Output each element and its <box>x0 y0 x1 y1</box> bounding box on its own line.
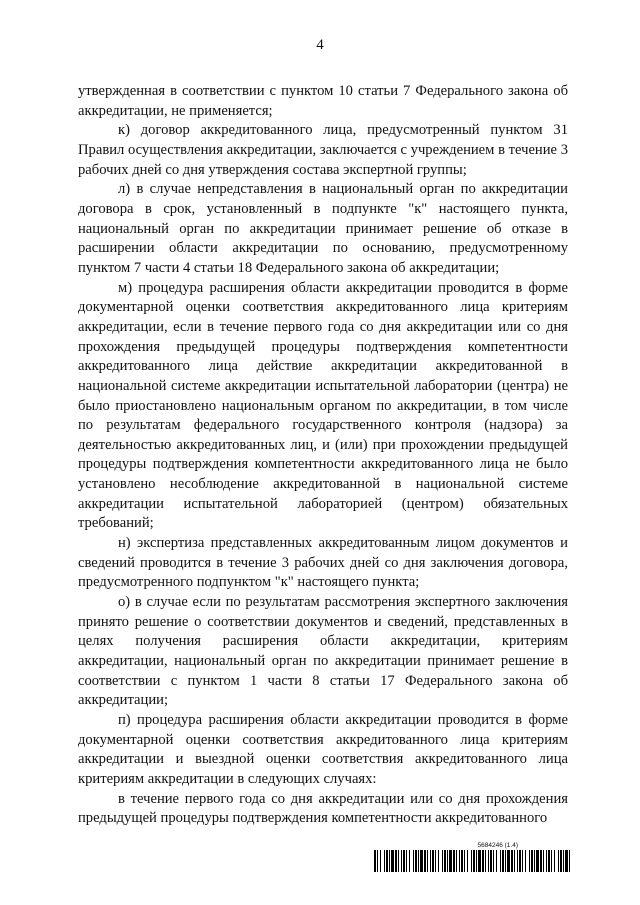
barcode-code: 5684246 (1.4) <box>477 842 518 849</box>
paragraph-item-o: о) в случае если по результатам рассмотрения экспертного заключения принято решение о соответствии документов и сведений, представленных в целях получения расширения области аккредитации, критериям аккредитации, национальный орган по аккредитации принимает решение в соответствии с пунктом 1 части 8 статьи 17 Федерального закона об аккредитации; <box>78 594 568 709</box>
paragraph-subitem: в течение первого года со дня аккредитации или со дня прохождения предыдущей процедуры подтверждения компетентности аккредитованного <box>78 790 568 827</box>
paragraph-item-k: к) договор аккредитованного лица, предусмотренный пунктом 31 Правил осуществления аккредитации, заключается с учреждением в течение 3 рабочих дней со дня утверждения состава экспертной группы; <box>78 122 568 178</box>
paragraph-item-n: н) экспертиза представленных аккредитованным лицом документов и сведений проводится в течение 3 рабочих дней со дня заключения договора, предусмотренного подпунктом "к" настоящего пункта; <box>78 535 568 591</box>
paragraph-item-m: м) процедура расширения области аккредитации проводится в форме документарной оценки соответствия аккредитованного лица критериям аккредитации, если в течение первого года со дня аккредитации или со дня прохождения предыдущей процедуры подтверждения компетентности аккредитованного лица действие аккредитации аккредитованной в национальной системе аккредитации испытательной лаборатории (центра) не было приостановлено национальным органом по аккредитации, в том числе по результатам федерального государственного контроля (надзора) за деятельностью аккредитованных лиц, и (или) при прохождении предыдущей процедуры подтверждения компетентности аккредитованного лица не было установлено несоблюдение аккредитованной в национальной системе аккредитации испытательной лабораторией (центром) обязательных требований; <box>78 279 568 532</box>
paragraph-item-p: п) процедура расширения области аккредитации проводится в форме документарной оценки соответствия аккредитованного лица критериям аккредитации и выездной оценки соответствия аккредитованного лица критериям аккредитации в следующих случаях: <box>78 712 568 787</box>
paragraph-continuation: утвержденная в соответствии с пунктом 10 статьи 7 Федерального закона об аккредитации, не применяется; <box>78 83 568 119</box>
document-body <box>78 82 568 829</box>
paragraph-item-l: л) в случае непредставления в национальный орган по аккредитации договора в срок, установленный в подпункте "к" настоящего пункта, национальный орган по аккредитации принимает решение об отказе в расширении области аккредитации по основанию, предусмотренному пунктом 7 части 4 статьи 18 Федерального закона об аккредитации; <box>78 181 568 276</box>
page-number: 4 <box>316 37 324 53</box>
barcode <box>374 842 570 872</box>
barcode-bars <box>374 850 570 872</box>
